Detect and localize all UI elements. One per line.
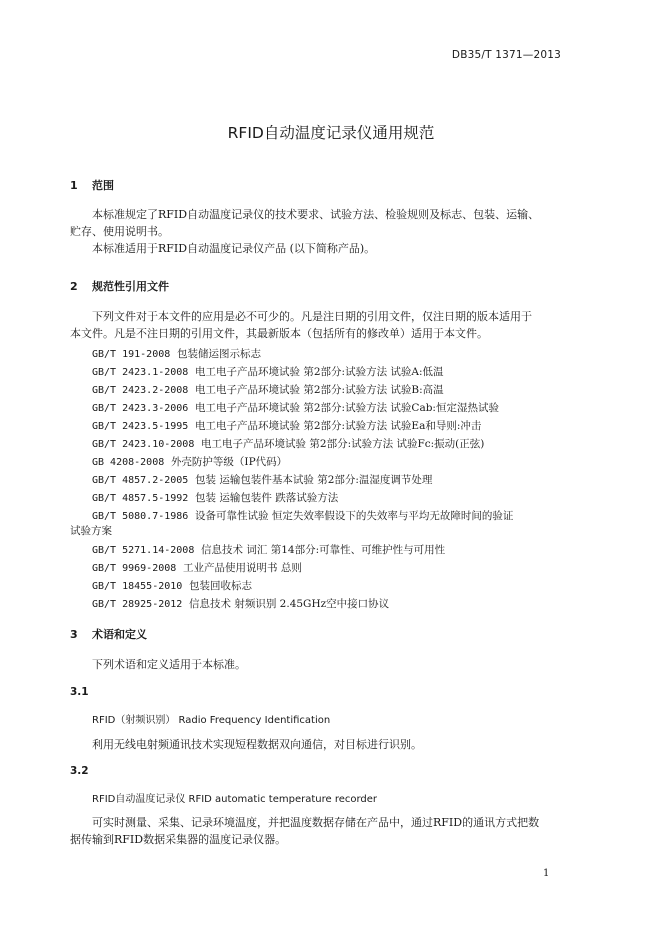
section-2-intro-line-2: 本文件。凡是不注日期的引用文件，其最新版本（包括所有的修改单）适用于本文件。: [70, 327, 488, 340]
reference-item: GB/T 9969-2008 工业产品使用说明书 总则: [92, 562, 302, 574]
section-1-heading: [70, 177, 114, 193]
section-1-para-1-line-2: 贮存、使用说明书。: [70, 225, 169, 238]
reference-item: GB/T 4857.2-2005 包装 运输包装件基本试验 第2部分:温湿度调节处理: [92, 474, 433, 486]
section-2-heading: [70, 278, 169, 294]
clause-3-2-number: 3.2: [70, 765, 89, 777]
reference-item: GB 4208-2008 外壳防护等级（IP代码）: [92, 456, 288, 468]
reference-item: GB/T 4857.5-1992 包装 运输包装件 跌落试验方法: [92, 492, 339, 504]
page-title: RFID自动温度记录仪通用规范: [227, 124, 435, 142]
clause-3-2-term: RFID自动温度记录仪 RFID automatic temperature recorder: [92, 794, 378, 805]
section-3-intro: 下列术语和定义适用于本标准。: [92, 658, 246, 671]
page-number: 1: [543, 868, 550, 879]
reference-item: GB/T 2423.10-2008 电工电子产品环境试验 第2部分:试验方法 试验Fc:振动(正弦): [92, 438, 485, 450]
section-1-para-1-line-1: 本标准规定了RFID自动温度记录仪的技术要求、试验方法、检验规则及标志、包装、运输、: [92, 208, 540, 221]
reference-item: GB/T 28925-2012 信息技术 射频识别 2.45GHz空中接口协议: [92, 598, 390, 610]
reference-item: GB/T 2423.5-1995 电工电子产品环境试验 第2部分:试验方法 试验Ea和导则:冲击: [92, 420, 482, 432]
section-2-title: 规范性引用文件: [92, 280, 169, 293]
clause-3-1-number: 3.1: [70, 686, 89, 698]
section-1-title: 范围: [92, 179, 114, 192]
section-1-para-2: 本标准适用于RFID自动温度记录仪产品 (以下简称产品)。: [92, 242, 376, 255]
reference-item-continuation: 试验方案: [70, 525, 112, 537]
section-2-number: 2: [70, 280, 78, 293]
section-1-number: 1: [70, 179, 78, 192]
document-code: DB35/T 1371—2013: [451, 49, 561, 61]
section-2-intro-line-1: 下列文件对于本文件的应用是必不可少的。凡是注日期的引用文件，仅注日期的版本适用于: [92, 310, 532, 323]
clause-3-1-term: RFID（射频识别） Radio Frequency Identification: [92, 715, 331, 726]
reference-item: GB/T 18455-2010 包装回收标志: [92, 580, 252, 592]
reference-item: GB/T 2423.1-2008 电工电子产品环境试验 第2部分:试验方法 试验A:低温: [92, 366, 444, 378]
section-3-number: 3: [70, 628, 78, 641]
reference-item: GB/T 5271.14-2008 信息技术 词汇 第14部分:可靠性、可维护性与可用性: [92, 544, 446, 556]
section-3-title: 术语和定义: [92, 628, 147, 641]
section-3-heading: [70, 626, 147, 642]
reference-item: GB/T 5080.7-1986 设备可靠性试验 恒定失效率假设下的失效率与平均无故障时间的验证: [92, 510, 514, 522]
reference-item: GB/T 2423.3-2006 电工电子产品环境试验 第2部分:试验方法 试验Cab:恒定湿热试验: [92, 402, 499, 414]
clause-3-1-definition: 利用无线电射频通讯技术实现短程数据双向通信，对目标进行识别。: [92, 738, 422, 751]
clause-3-2-definition-line-1: 可实时测量、采集、记录环境温度，并把温度数据存储在产品中，通过RFID的通讯方式把数: [92, 816, 540, 829]
reference-item: GB/T 191-2008 包装储运图示标志: [92, 348, 261, 360]
reference-item: GB/T 2423.2-2008 电工电子产品环境试验 第2部分:试验方法 试验B:高温: [92, 384, 444, 396]
clause-3-2-definition-line-2: 据传输到RFID数据采集器的温度记录仪器。: [70, 833, 287, 846]
